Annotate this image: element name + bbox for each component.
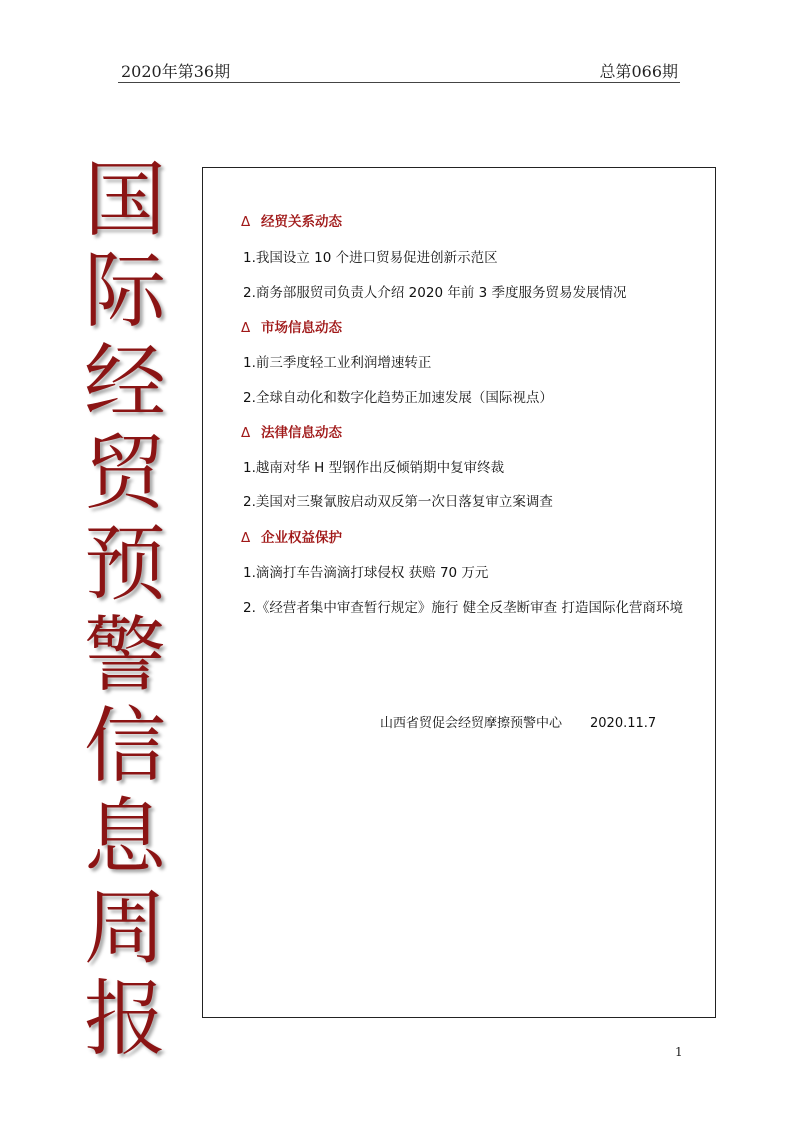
masthead-char: 贸 [83, 426, 166, 521]
section-title: 经贸关系动态 [261, 214, 342, 230]
section-title: 市场信息动态 [261, 320, 342, 336]
table-of-contents [202, 167, 716, 1018]
triangle-icon: Δ [241, 214, 251, 230]
publisher-line [380, 712, 656, 731]
masthead-char: 息 [83, 790, 166, 885]
total-issue-number: 总第066期 [599, 62, 678, 81]
masthead-char: 际 [83, 244, 166, 339]
toc-item[interactable]: 1.越南对华 H 型钢作出反倾销期中复审终裁 [243, 460, 505, 476]
masthead-char: 周 [83, 881, 166, 976]
page-number: 1 [675, 1045, 683, 1059]
triangle-icon: Δ [241, 530, 251, 546]
masthead-char: 报 [83, 972, 166, 1067]
toc-item[interactable]: 1.我国设立 10 个进口贸易促进创新示范区 [243, 250, 498, 266]
publisher-name: 山西省贸促会经贸摩擦预警中心 [380, 716, 563, 731]
toc-item[interactable]: 2.《经营者集中审查暂行规定》施行 健全反垄断审查 打造国际化营商环境 [243, 600, 683, 616]
header-divider [118, 82, 680, 83]
toc-item[interactable]: 1.前三季度轻工业利润增速转正 [243, 355, 432, 371]
issue-number: 2020年第36期 [121, 62, 231, 81]
masthead-char: 信 [83, 699, 166, 794]
section-enterprise-rights [241, 526, 342, 546]
toc-item[interactable]: 2.全球自动化和数字化趋势正加速发展（国际视点） [243, 390, 553, 406]
section-trade-relations [241, 210, 342, 230]
toc-item[interactable]: 2.商务部服贸司负责人介绍 2020 年前 3 季度服务贸易发展情况 [243, 285, 627, 301]
section-market-info [241, 316, 342, 336]
masthead-char: 经 [83, 335, 166, 430]
section-title: 法律信息动态 [261, 425, 342, 441]
toc-item[interactable]: 1.滴滴打车告滴滴打球侵权 获赔 70 万元 [243, 565, 489, 581]
masthead-char: 预 [83, 517, 166, 612]
publish-date: 2020.11.7 [590, 716, 657, 731]
masthead-char: 国 [83, 153, 166, 248]
section-title: 企业权益保护 [261, 530, 342, 546]
triangle-icon: Δ [241, 425, 251, 441]
masthead-title [66, 155, 184, 1065]
triangle-icon: Δ [241, 320, 251, 336]
toc-item[interactable]: 2.美国对三聚氰胺启动双反第一次日落复审立案调查 [243, 494, 553, 510]
section-legal-info [241, 421, 342, 441]
masthead-char: 警 [83, 608, 166, 703]
